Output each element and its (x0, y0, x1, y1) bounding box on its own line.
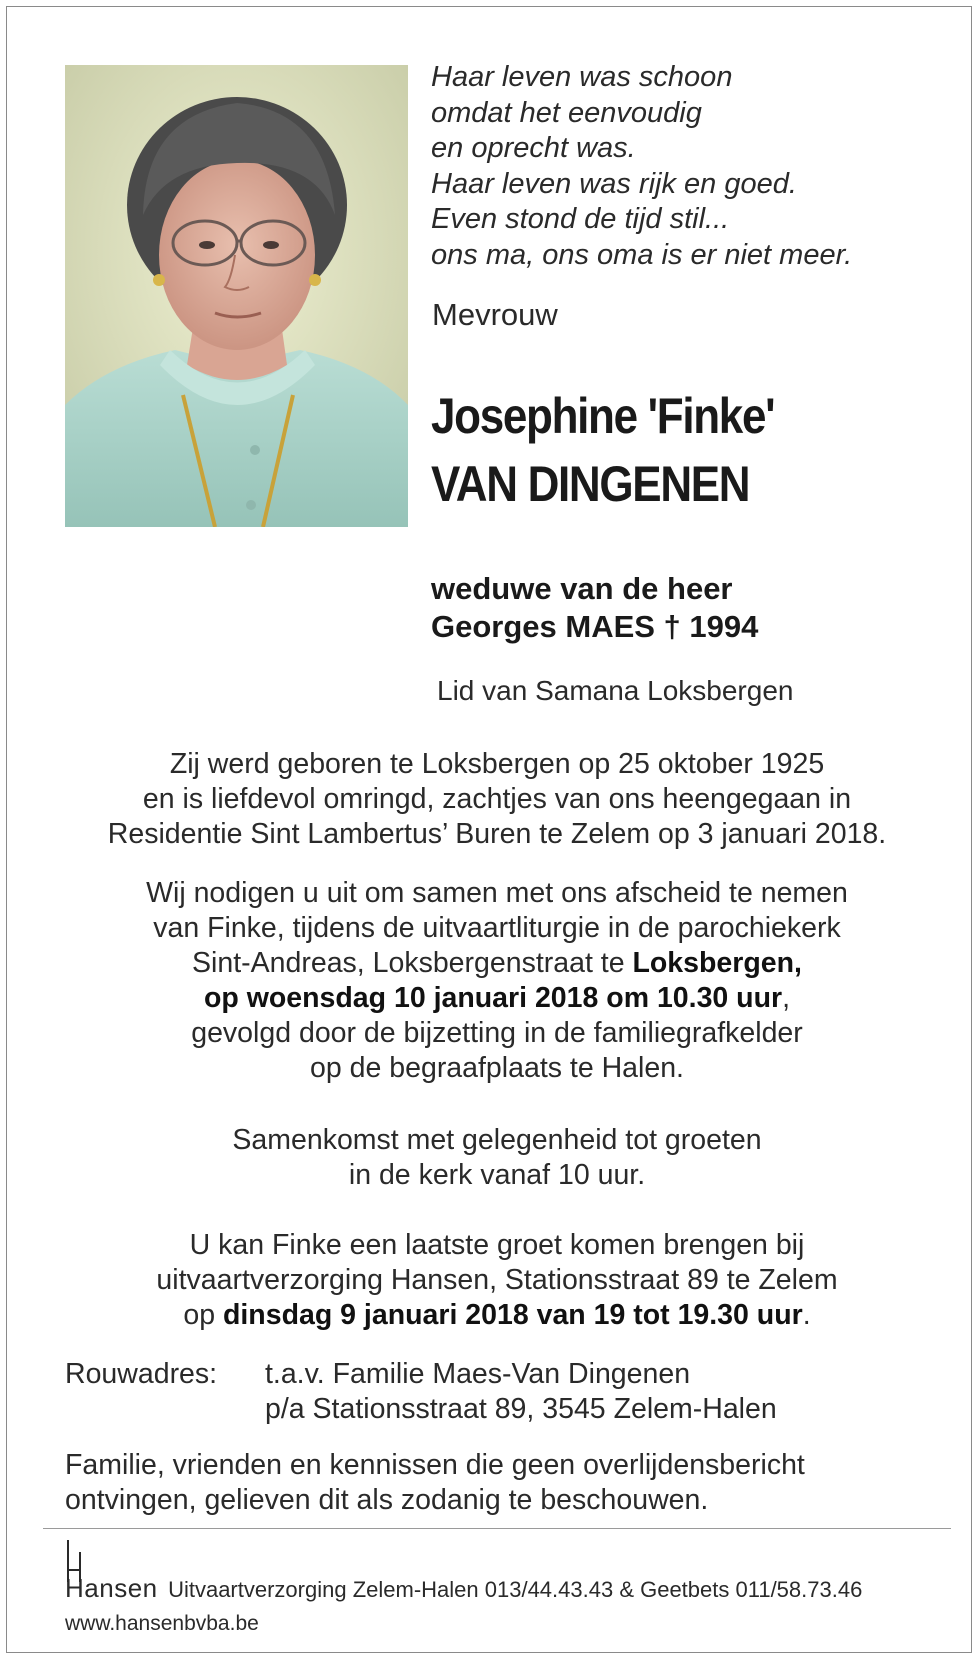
website-link[interactable]: www.hansenbvba.be (65, 1612, 259, 1635)
paragraph-line (27, 1298, 967, 1333)
visitation-paragraph (27, 1228, 967, 1333)
portrait-photo (65, 65, 408, 527)
visitation-date: dinsdag 9 januari 2018 van 19 tot 19.30 uur (222, 1299, 803, 1331)
poem-line: ons ma, ons oma is er niet meer. (431, 238, 853, 271)
funeral-invitation (27, 876, 967, 1086)
widow-of (431, 570, 758, 646)
address-line: p/a Stationsstraat 89, 3545 Zelem-Halen (265, 1393, 777, 1425)
paragraph-line: U kan Finke een laatste groet komen brengen bij (189, 1229, 805, 1261)
paragraph-line: uitvaartverzorging Hansen, Stationsstraat 89 te Zelem (156, 1264, 838, 1296)
punctuation: , (782, 982, 791, 1014)
poem-line: Haar leven was schoon (431, 61, 733, 93)
obituary-card (6, 6, 972, 1653)
poem-line: en oprecht was. (431, 132, 636, 164)
funeral-home-footer (65, 1573, 862, 1604)
church-address: Sint-Andreas, Loksbergenstraat te (192, 947, 633, 979)
paragraph-line: Familie, vrienden en kennissen die geen overlijdensbericht (65, 1449, 805, 1481)
paragraph-line: Zij werd geboren te Loksbergen op 25 oktober 1925 (169, 748, 825, 780)
poem-line: Haar leven was rijk en goed. (431, 167, 797, 200)
paragraph-line (27, 981, 967, 1016)
address-label: Rouwadres: (65, 1358, 218, 1390)
paragraph-line: van Finke, tijdens de uitvaartliturgie in de parochiekerk (153, 912, 841, 944)
portrait-illustration (65, 65, 408, 527)
poem-line: Even stond de tijd stil... (431, 203, 730, 235)
poem (431, 60, 951, 273)
address-line: t.a.v. Familie Maes-Van Dingenen (265, 1358, 691, 1390)
deceased-name (431, 382, 906, 518)
deceased-first-name: Josephine 'Finke' (431, 388, 775, 444)
paragraph-line: Residentie Sint Lambertus’ Buren te Zelem op 3 januari 2018. (107, 818, 887, 850)
deceased-last-name: VAN DINGENEN (431, 456, 750, 512)
paragraph-line (27, 946, 967, 981)
funeral-home-contact: Uitvaartverzorging Zelem-Halen 013/44.43.43 & Geetbets 011/58.73.46 (168, 1577, 863, 1602)
paragraph-line: en is liefdevol omringd, zachtjes van ons heengegaan in (142, 783, 852, 815)
address-row (65, 1392, 945, 1427)
funeral-location: Loksbergen, (632, 947, 802, 979)
paragraph-line: Samenkomst met gelegenheid tot groeten (232, 1124, 762, 1156)
birth-and-death-paragraph (27, 747, 967, 852)
punctuation: . (802, 1299, 811, 1331)
paragraph-line: in de kerk vanaf 10 uur. (348, 1159, 646, 1191)
address-row (65, 1357, 945, 1392)
mourning-address (65, 1357, 945, 1427)
prefix: op (183, 1299, 223, 1331)
spouse-name: Georges MAES † 1994 (431, 609, 759, 644)
paragraph-line: Wij nodigen u uit om samen met ons afscheid te nemen (146, 877, 848, 909)
closing-notice (65, 1448, 945, 1518)
gathering-paragraph (27, 1123, 967, 1193)
paragraph-line: ontvingen, gelieven dit als zodanig te beschouwen. (65, 1484, 709, 1516)
paragraph-line: op de begraafplaats te Halen. (310, 1052, 684, 1084)
poem-line: omdat het eenvoudig (431, 96, 702, 129)
funeral-date: op woensdag 10 januari 2018 om 10.30 uur (203, 982, 783, 1014)
membership: Lid van Samana Loksbergen (437, 675, 794, 706)
widow-line: weduwe van de heer (431, 571, 733, 606)
funeral-home-logo-text: Hansen (65, 1573, 158, 1603)
paragraph-line: gevolgd door de bijzetting in de familiegrafkelder (191, 1017, 803, 1049)
honorific: Mevrouw (432, 297, 558, 332)
footer-divider (43, 1528, 951, 1529)
